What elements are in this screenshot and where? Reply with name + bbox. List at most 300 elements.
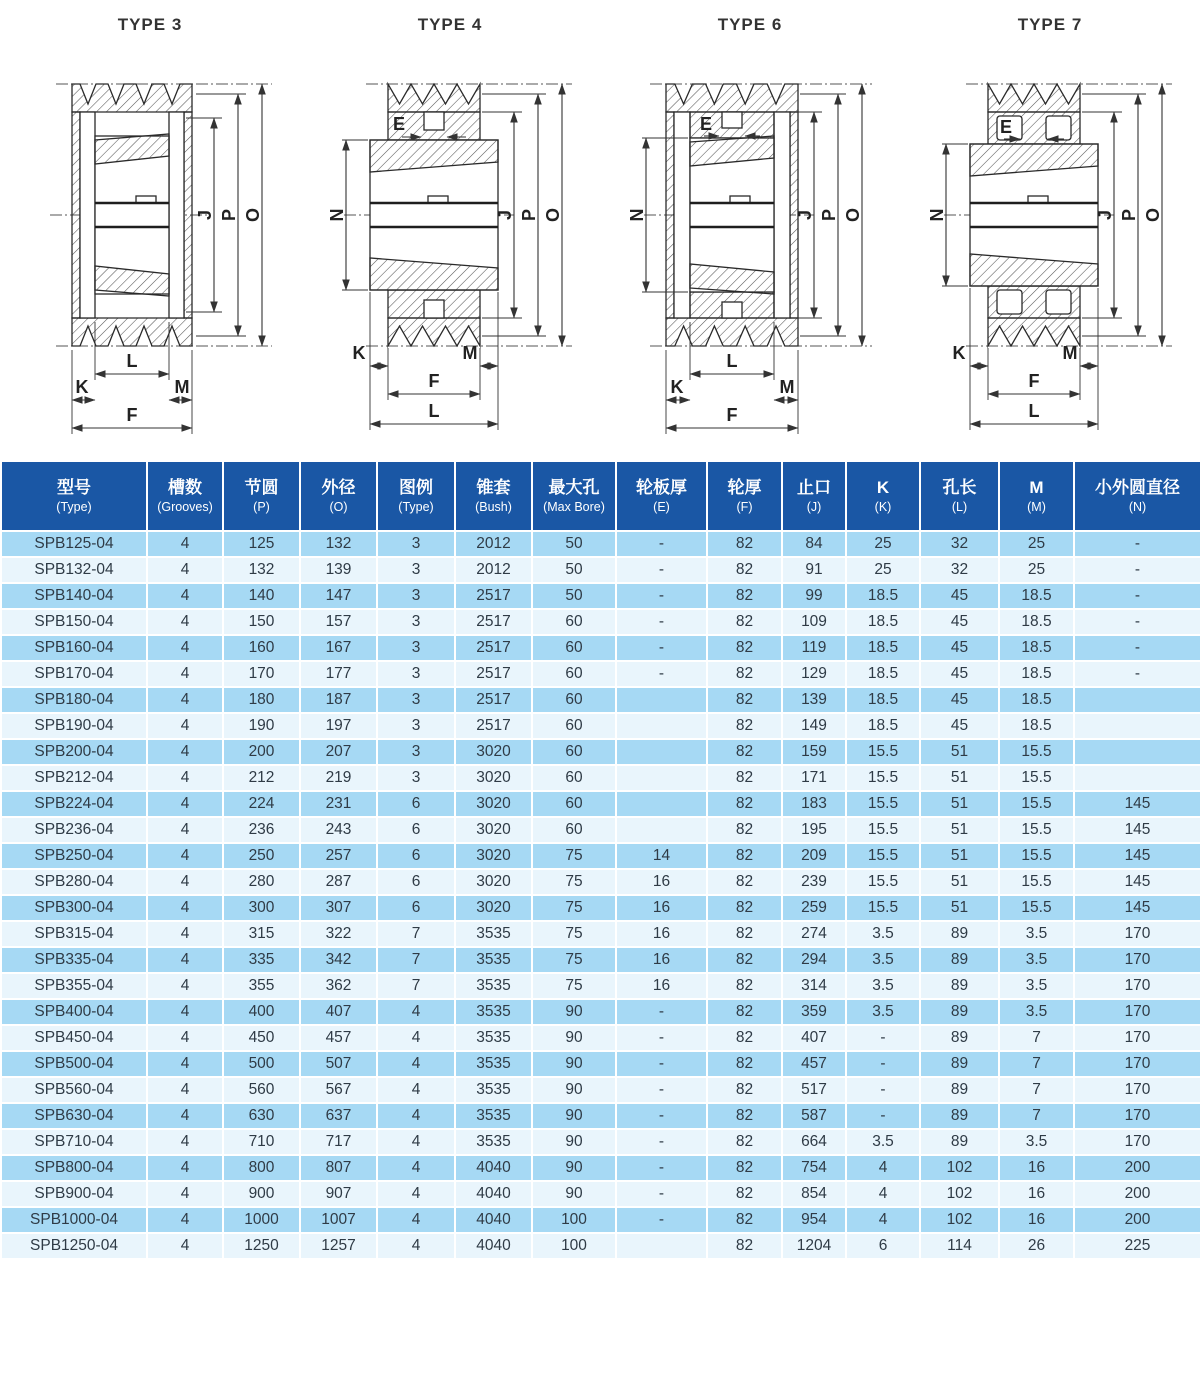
value-cell: 3020 [455,739,532,765]
value-cell: 7 [377,947,455,973]
value-cell: 3020 [455,765,532,791]
value-cell: 170 [1074,947,1200,973]
value-cell [616,739,707,765]
value-cell: 100 [532,1233,616,1259]
value-cell: 212 [223,765,300,791]
value-cell: 3535 [455,1129,532,1155]
value-cell: 45 [920,713,999,739]
value-cell: 4 [147,687,223,713]
model-cell: SPB125-04 [1,531,147,557]
value-cell: 2517 [455,635,532,661]
value-cell: 280 [223,869,300,895]
value-cell: 200 [1074,1155,1200,1181]
dim-label-k: K [670,377,684,397]
column-header-7 [532,461,616,531]
value-cell: 50 [532,583,616,609]
value-cell: 500 [223,1051,300,1077]
drawing-type-4 [300,0,600,460]
value-cell: 18.5 [999,687,1074,713]
value-cell [616,687,707,713]
value-cell: 102 [920,1155,999,1181]
value-cell: 6 [377,791,455,817]
value-cell: 15.5 [846,895,920,921]
value-cell: 170 [1074,1103,1200,1129]
value-cell: 170 [1074,1025,1200,1051]
value-cell: 4 [147,1181,223,1207]
value-cell: 16 [616,895,707,921]
value-cell: 664 [782,1129,846,1155]
table-row [1,1051,1200,1077]
model-cell: SPB250-04 [1,843,147,869]
column-subtitle: (L) [951,500,968,515]
value-cell [1074,739,1200,765]
model-cell: SPB1000-04 [1,1207,147,1233]
value-cell: 170 [1074,1077,1200,1103]
value-cell: 18.5 [846,661,920,687]
value-cell [616,791,707,817]
model-cell: SPB236-04 [1,817,147,843]
value-cell: 4 [377,1077,455,1103]
value-cell: 3020 [455,843,532,869]
value-cell: 82 [707,1025,782,1051]
value-cell: 18.5 [846,635,920,661]
model-cell: SPB200-04 [1,739,147,765]
value-cell: 4 [147,1103,223,1129]
column-header-11 [846,461,920,531]
value-cell: 450 [223,1025,300,1051]
table-row [1,895,1200,921]
table-row [1,947,1200,973]
value-cell: 82 [707,635,782,661]
value-cell: - [616,1103,707,1129]
value-cell: 60 [532,687,616,713]
value-cell: 4 [147,1077,223,1103]
value-cell: - [846,1051,920,1077]
model-cell: SPB900-04 [1,1181,147,1207]
value-cell: 90 [532,1181,616,1207]
value-cell: 90 [532,1155,616,1181]
value-cell: 250 [223,843,300,869]
value-cell: 82 [707,531,782,557]
value-cell: 3535 [455,1025,532,1051]
value-cell: 3.5 [999,921,1074,947]
value-cell: 109 [782,609,846,635]
column-title: 小外圆直径 [1095,477,1180,497]
value-cell: 89 [920,921,999,947]
value-cell: 51 [920,791,999,817]
value-cell: 4 [377,1051,455,1077]
model-cell: SPB315-04 [1,921,147,947]
value-cell: 15.5 [846,817,920,843]
column-header-13 [999,461,1074,531]
column-subtitle: (Max Bore) [543,500,605,515]
value-cell: 3 [377,635,455,661]
value-cell: 2517 [455,713,532,739]
model-cell: SPB160-04 [1,635,147,661]
drawing-title: TYPE 7 [1017,15,1083,34]
value-cell [616,765,707,791]
model-cell: SPB224-04 [1,791,147,817]
value-cell: 4 [147,1155,223,1181]
value-cell: 190 [223,713,300,739]
value-cell: 18.5 [999,635,1074,661]
table-row [1,1181,1200,1207]
value-cell: 15.5 [999,791,1074,817]
value-cell: 195 [782,817,846,843]
value-cell: 89 [920,1103,999,1129]
table-row [1,1207,1200,1233]
model-cell: SPB300-04 [1,895,147,921]
model-cell: SPB630-04 [1,1103,147,1129]
value-cell: 225 [1074,1233,1200,1259]
value-cell: 15.5 [999,765,1074,791]
value-cell: 4 [147,739,223,765]
value-cell: 25 [999,557,1074,583]
value-cell: - [616,1025,707,1051]
value-cell: 342 [300,947,377,973]
value-cell: 4 [846,1155,920,1181]
dim-label-j: J [195,209,215,221]
column-title: 止口 [797,477,831,497]
value-cell: 145 [1074,869,1200,895]
value-cell: 15.5 [999,895,1074,921]
value-cell: 4 [846,1181,920,1207]
value-cell: 3 [377,583,455,609]
value-cell: - [616,557,707,583]
value-cell: 82 [707,921,782,947]
value-cell: 3535 [455,999,532,1025]
model-cell: SPB355-04 [1,973,147,999]
value-cell: 129 [782,661,846,687]
value-cell: - [616,609,707,635]
value-cell: 3535 [455,1103,532,1129]
value-cell: 2517 [455,687,532,713]
value-cell: 147 [300,583,377,609]
value-cell: 3 [377,531,455,557]
dim-label-o: O [543,207,563,223]
column-header-6 [455,461,532,531]
value-cell: 3535 [455,921,532,947]
value-cell: 4 [846,1207,920,1233]
dim-label-m: M [1062,343,1078,363]
value-cell: 3535 [455,973,532,999]
value-cell: 99 [782,583,846,609]
value-cell: 900 [223,1181,300,1207]
value-cell: 1000 [223,1207,300,1233]
value-cell: 335 [223,947,300,973]
value-cell: 82 [707,609,782,635]
value-cell: 90 [532,1025,616,1051]
value-cell: 4 [377,1233,455,1259]
value-cell: 4 [377,1129,455,1155]
column-title: 轮厚 [727,477,762,497]
value-cell: 145 [1074,791,1200,817]
value-cell [616,817,707,843]
value-cell: - [846,1103,920,1129]
value-cell: - [616,1207,707,1233]
value-cell: 307 [300,895,377,921]
value-cell: 18.5 [846,609,920,635]
value-cell: 82 [707,999,782,1025]
column-subtitle: (P) [253,500,270,515]
value-cell: 314 [782,973,846,999]
value-cell: 45 [920,661,999,687]
value-cell: 75 [532,921,616,947]
value-cell: 160 [223,635,300,661]
value-cell: 51 [920,765,999,791]
value-cell: 180 [223,687,300,713]
value-cell: 45 [920,687,999,713]
dim-label-p: P [219,208,239,222]
value-cell: 1250 [223,1233,300,1259]
column-subtitle: (J) [806,500,822,515]
value-cell: 82 [707,557,782,583]
value-cell: 140 [223,583,300,609]
value-cell: 507 [300,1051,377,1077]
value-cell: 60 [532,765,616,791]
value-cell: 4 [377,999,455,1025]
value-cell: 3020 [455,869,532,895]
value-cell: 171 [782,765,846,791]
value-cell: 82 [707,1207,782,1233]
value-cell: 3.5 [846,973,920,999]
table-row [1,1129,1200,1155]
value-cell: 407 [300,999,377,1025]
value-cell: 18.5 [999,713,1074,739]
value-cell: 75 [532,947,616,973]
table-row [1,687,1200,713]
model-cell: SPB335-04 [1,947,147,973]
column-title: 最大孔 [548,477,600,497]
value-cell: 854 [782,1181,846,1207]
value-cell: 89 [920,947,999,973]
value-cell: - [616,999,707,1025]
value-cell: 82 [707,1181,782,1207]
table-row [1,973,1200,999]
value-cell: - [616,531,707,557]
value-cell: 125 [223,531,300,557]
value-cell: 3020 [455,791,532,817]
value-cell: 25 [999,531,1074,557]
value-cell: 587 [782,1103,846,1129]
value-cell: 82 [707,1077,782,1103]
value-cell: 400 [223,999,300,1025]
value-cell: - [616,583,707,609]
value-cell: 1257 [300,1233,377,1259]
value-cell: 3 [377,557,455,583]
value-cell: 300 [223,895,300,921]
dim-label-m: M [462,343,478,363]
column-title: 节圆 [244,477,279,497]
dim-label-m: M [779,377,795,397]
value-cell: 82 [707,947,782,973]
value-cell: 3.5 [999,999,1074,1025]
model-cell: SPB710-04 [1,1129,147,1155]
value-cell: 15.5 [846,791,920,817]
value-cell: 170 [1074,1051,1200,1077]
value-cell: 4 [147,557,223,583]
value-cell: 322 [300,921,377,947]
value-cell: 560 [223,1077,300,1103]
value-cell: 149 [782,713,846,739]
value-cell: 6 [377,843,455,869]
value-cell: 75 [532,973,616,999]
value-cell: 4 [147,973,223,999]
value-cell: - [616,1181,707,1207]
table-row [1,1103,1200,1129]
value-cell: 197 [300,713,377,739]
drawing-title: TYPE 3 [117,15,183,34]
value-cell: 4 [147,1207,223,1233]
dim-label-l: L [1028,401,1040,421]
value-cell: 16 [999,1207,1074,1233]
value-cell: 82 [707,1233,782,1259]
column-subtitle: (Bush) [475,500,512,515]
value-cell: 7 [999,1077,1074,1103]
dim-label-n: N [927,208,947,222]
value-cell: 170 [1074,1129,1200,1155]
value-cell: 1204 [782,1233,846,1259]
value-cell: 102 [920,1181,999,1207]
drawing-title: TYPE 4 [417,15,483,34]
table-row [1,557,1200,583]
value-cell: 224 [223,791,300,817]
value-cell: 51 [920,843,999,869]
value-cell: 51 [920,869,999,895]
dim-label-o: O [243,207,263,223]
value-cell: 4 [377,1207,455,1233]
value-cell: - [616,1077,707,1103]
model-cell: SPB132-04 [1,557,147,583]
value-cell: 170 [1074,999,1200,1025]
value-cell: 60 [532,635,616,661]
dim-label-k: K [75,377,89,397]
model-cell: SPB190-04 [1,713,147,739]
column-subtitle: (Grooves) [157,500,213,515]
column-subtitle: (M) [1027,500,1046,515]
value-cell: 4040 [455,1233,532,1259]
value-cell: 6 [846,1233,920,1259]
table-row [1,635,1200,661]
column-title: 型号 [57,477,91,497]
value-cell: 45 [920,635,999,661]
value-cell: 82 [707,869,782,895]
value-cell: 637 [300,1103,377,1129]
table-row [1,609,1200,635]
value-cell: 4 [377,1181,455,1207]
dim-label-k: K [952,343,966,363]
value-cell: 82 [707,843,782,869]
value-cell: 6 [377,869,455,895]
value-cell: 236 [223,817,300,843]
column-header-3 [223,461,300,531]
value-cell: 15.5 [999,817,1074,843]
table-row [1,765,1200,791]
value-cell: 807 [300,1155,377,1181]
column-title: 孔长 [942,477,977,497]
value-cell: 82 [707,583,782,609]
value-cell: - [846,1077,920,1103]
column-subtitle: (Type) [398,500,434,515]
value-cell: 7 [999,1103,1074,1129]
model-cell: SPB450-04 [1,1025,147,1051]
dim-label-p: P [519,208,539,222]
value-cell: 25 [846,557,920,583]
value-cell: 145 [1074,817,1200,843]
value-cell: 60 [532,661,616,687]
column-header-14 [1074,461,1200,531]
value-cell: 3 [377,661,455,687]
column-title: 轮板厚 [636,477,687,497]
value-cell: 200 [1074,1207,1200,1233]
value-cell: 6 [377,895,455,921]
dim-label-f: F [126,405,138,425]
column-title: 槽数 [168,477,202,497]
spec-table [0,460,1200,1260]
value-cell: 89 [920,1051,999,1077]
value-cell: 16 [616,947,707,973]
value-cell: 4 [147,713,223,739]
model-cell: SPB212-04 [1,765,147,791]
value-cell [1074,765,1200,791]
value-cell: 3.5 [999,1129,1074,1155]
value-cell: 15.5 [846,739,920,765]
value-cell: - [616,1129,707,1155]
table-body [1,531,1200,1259]
value-cell: 4 [147,895,223,921]
value-cell: 90 [532,999,616,1025]
value-cell: 82 [707,817,782,843]
value-cell: 954 [782,1207,846,1233]
column-subtitle: (E) [653,500,670,515]
value-cell: 4 [147,635,223,661]
value-cell: 50 [532,531,616,557]
dim-label-j: J [795,209,815,221]
value-cell: 157 [300,609,377,635]
column-header-2 [147,461,223,531]
value-cell: 82 [707,713,782,739]
table-row [1,843,1200,869]
value-cell: 3.5 [846,947,920,973]
value-cell: 82 [707,973,782,999]
value-cell: 89 [920,999,999,1025]
value-cell: 82 [707,895,782,921]
value-cell: 3020 [455,895,532,921]
dim-label-l: L [428,401,440,421]
drawing-type-3 [0,0,300,460]
column-header-8 [616,461,707,531]
value-cell: 4040 [455,1207,532,1233]
value-cell: 2517 [455,661,532,687]
value-cell: 3 [377,713,455,739]
value-cell: 15.5 [999,843,1074,869]
value-cell: 89 [920,973,999,999]
value-cell: 219 [300,765,377,791]
value-cell: - [616,1051,707,1077]
value-cell: 26 [999,1233,1074,1259]
value-cell: 82 [707,791,782,817]
value-cell: 150 [223,609,300,635]
value-cell: 18.5 [846,583,920,609]
value-cell: 89 [920,1129,999,1155]
drawings-row [0,0,1200,460]
value-cell: - [1074,557,1200,583]
value-cell: 407 [782,1025,846,1051]
value-cell: 100 [532,1207,616,1233]
value-cell: 187 [300,687,377,713]
value-cell: 3.5 [999,973,1074,999]
column-subtitle: (K) [874,500,892,515]
